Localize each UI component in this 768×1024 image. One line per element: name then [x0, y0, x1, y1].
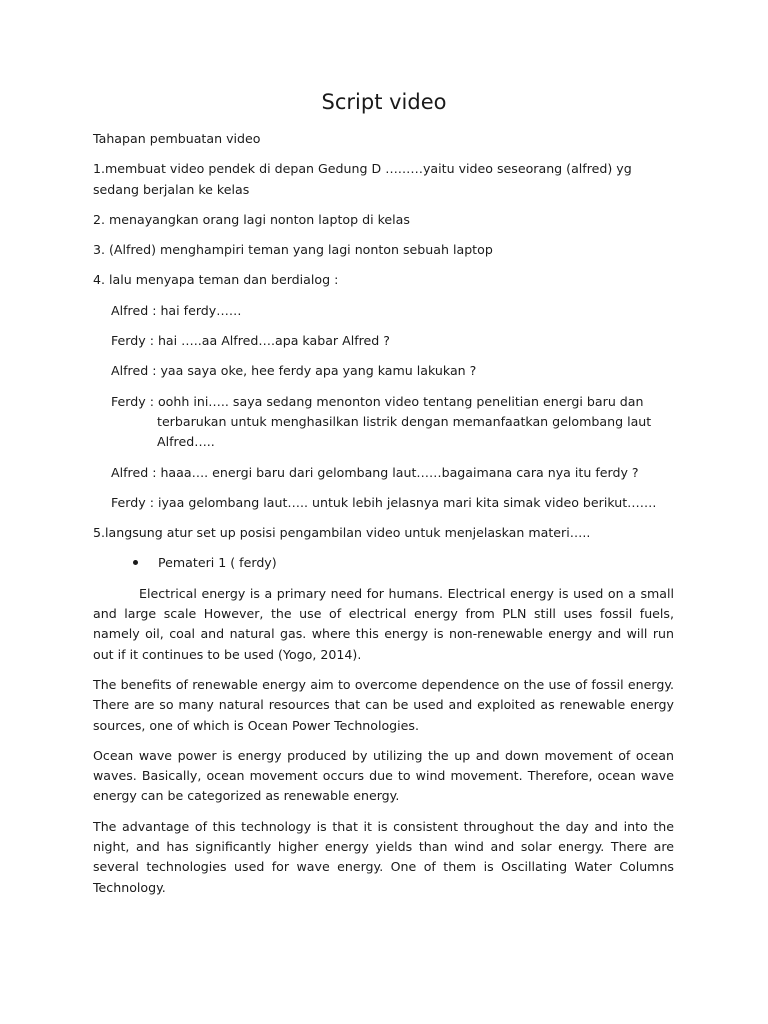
bullet-text: Pemateri 1 ( ferdy) — [158, 555, 277, 571]
step-5: 5.langsung atur set up posisi pengambilan video untuk menjelaskan materi….. — [93, 525, 591, 541]
paragraph: Ocean wave power is energy produced by utilizing the up and down movement of ocean waves. Basically, ocean movement occurs due to wind movement. Therefore, ocean wave energy can be categorized as renewable energy. — [93, 747, 674, 804]
dialog-line: Alfred : hai ferdy…… — [111, 302, 242, 318]
dialog-line: Ferdy : iyaa gelombang laut….. untuk lebih jelasnya mari kita simak video berikut……. — [111, 494, 657, 510]
page-title: Script video — [321, 90, 447, 114]
step-4: 4. lalu menyapa teman dan berdialog : — [93, 272, 339, 288]
paragraph: The benefits of renewable energy aim to overcome dependence on the use of fossil energy. There are so many natural resources that can be used and exploited as renewable energy sources, one of which is Ocean Power Technologies. — [93, 676, 674, 733]
step-3: 3. (Alfred) menghampiri teman yang lagi nonton sebuah laptop — [93, 242, 493, 258]
intro-line: Tahapan pembuatan video — [93, 131, 261, 146]
bullet-dot-icon — [133, 560, 138, 565]
step-1: 1.membuat video pendek di depan Gedung D ………yaitu video seseorang (alfred) yg sedang berjalan ke kelas — [93, 161, 632, 197]
dialog-line: Alfred : yaa saya oke, hee ferdy apa yang kamu lakukan ? — [111, 363, 477, 379]
document-body — [93, 129, 674, 908]
dialog-line: Ferdy : hai …..aa Alfred….apa kabar Alfred ? — [111, 333, 390, 349]
bullet-item — [133, 553, 674, 573]
dialog-line: Alfred : haaa…. energi baru dari gelombang laut……bagaimana cara nya itu ferdy ? — [111, 464, 639, 480]
step-2: 2. menayangkan orang lagi nonton laptop di kelas — [93, 211, 410, 227]
dialog-line: Ferdy : oohh ini….. saya sedang menonton video tentang penelitian energi baru dan terbarukan untuk menghasilkan listrik dengan memanfaatkan gelombang laut Alfred….. — [111, 393, 652, 450]
paragraph: The advantage of this technology is that it is consistent throughout the day and into the night, and has significantly higher energy yields than wind and solar energy. There are several technologies used for wave energy. One of them is Oscillating Water Columns Technology. — [93, 818, 674, 895]
paragraph: Electrical energy is a primary need for humans. Electrical energy is used on a small and large scale However, the use of electrical energy from PLN still uses fossil fuels, namely oil, coal and natural gas. where this energy is non-renewable energy and will run out if it continues to be used (Yogo, 2014). — [93, 585, 674, 662]
